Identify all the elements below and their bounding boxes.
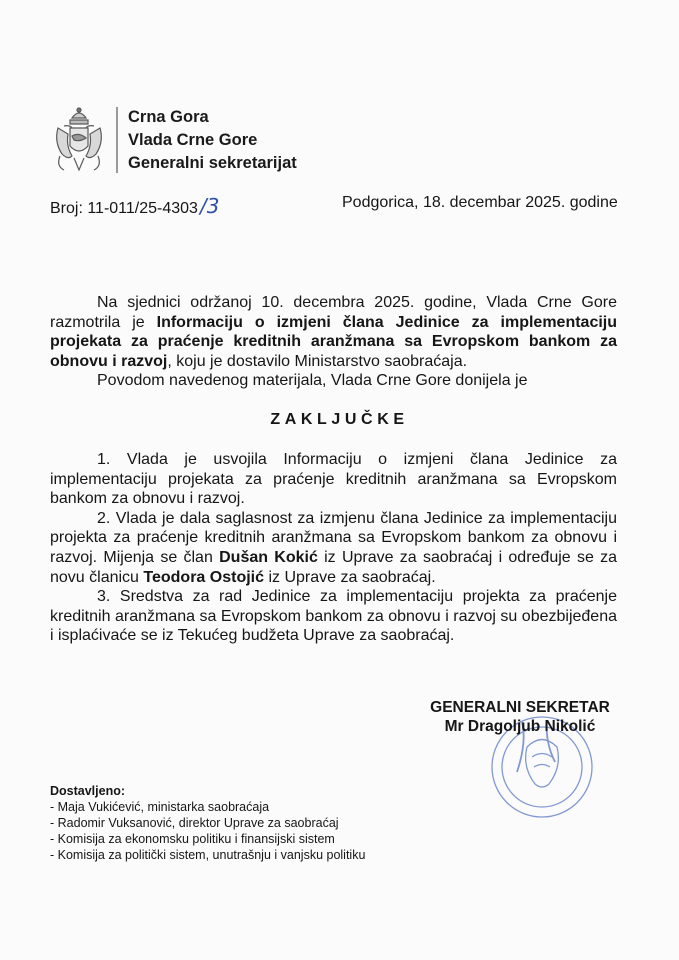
reference-label: Broj: 11-011/25-4303 [50, 200, 198, 217]
intro-text: Na sjednici održanoj 10. decembra 2025. godine, Vlada Crne Gore razmotrila je [50, 294, 617, 331]
conclusion-item-3: 3. Sredstva za rad Jedinice za implementaciju projekta za praćenje kreditnih aranžmana sa Evropskom bankom za obnovu i razvoj su obezbijeđena i isplaćivaće se iz Tekućeg budžeta Uprave za saobraćaj. [50, 588, 617, 645]
intro-line2: Povodom navedenog materijala, Vlada Crne Gore donijela je [97, 372, 528, 390]
distribution-item: - Radomir Vuksanović, direktor Uprave za saobraćaj [50, 816, 339, 830]
institution-block [128, 106, 297, 175]
letterhead [50, 104, 297, 176]
conclusions-list [50, 450, 617, 646]
conclusion-item-2 [50, 509, 617, 587]
conclusion-item-1: 1. Vlada je usvojila Informaciju o izmjeni člana Jedinice za implementaciju projekata za praćenje kreditnih aranžmana sa Evropskom bankom za obnovu i razvoj. [50, 451, 617, 508]
signature-block [420, 698, 620, 736]
intro-section [50, 293, 617, 391]
signatory-name: Mr Dragoljub Nikolić [444, 718, 596, 735]
header-divider [116, 107, 118, 173]
country-name: Crna Gora [128, 107, 209, 126]
member-appointed-name: Teodora Ostojić [143, 568, 264, 586]
intro-text-end: , koju je dostavilo Ministarstvo saobraćaja. [167, 352, 468, 370]
conclusions-heading: ZAKLJUČKE [270, 411, 409, 428]
item2-text-end: iz Uprave za saobraćaj. [264, 568, 436, 586]
department-name: Generalni sekretarijat [128, 153, 297, 172]
intro-bold-title: Informaciju o izmjeni člana Jedinice za implementaciju projekata za praćenje kreditnih aranžmana sa Evropskom bankom za obnovu i razvoj [50, 313, 617, 370]
distribution-item: - Komisija za politički sistem, unutrašnju i vanjsku politiku [50, 848, 366, 862]
distribution-item: - Komisija za ekonomsku politiku i finansijski sistem [50, 832, 335, 846]
intro-paragraph [50, 293, 617, 371]
distribution-title: Dostavljeno: [50, 784, 126, 798]
item2-text-mid: iz Uprave za saobraćaj i određuje se za novu članicu [50, 548, 618, 586]
distribution-item: - Maja Vukićević, ministarka saobraćaja [50, 800, 270, 814]
coat-of-arms-icon [50, 106, 108, 174]
item2-text: 2. Vlada je dala saglasnost za izmjenu člana Jedinice za implementaciju projekta za praćenje kreditnih aranžmana sa Evropskom bankom za obnovu i razvoj. Mijenja se član [50, 509, 617, 566]
member-removed-name: Dušan Kokić [219, 548, 318, 566]
handwritten-suffix: /3 [199, 194, 220, 218]
signatory-title: GENERALNI SEKRETAR [430, 699, 610, 716]
distribution-list [50, 783, 365, 863]
reference-number [50, 194, 219, 218]
government-name: Vlada Crne Gore [128, 130, 258, 149]
place-date: Podgorica, 18. decembar 2025. godine [342, 194, 618, 211]
